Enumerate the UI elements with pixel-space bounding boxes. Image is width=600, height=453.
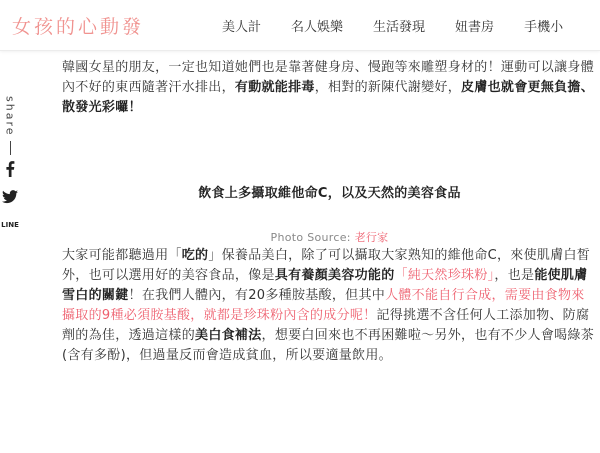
paragraph-2-highlight-amino: 人體不能自行合成，需要由食物來攝取的9種必須胺基酸，就都是珍珠粉內含的成分呢！	[62, 288, 585, 323]
share-bar	[0, 96, 20, 245]
nav-item-mobile[interactable]: 手機小	[524, 20, 564, 35]
article-paragraph-2	[62, 246, 597, 366]
paragraph-1-text-b: ，相對的新陳代謝變好，	[314, 80, 462, 95]
paragraph-2-highlight-diet: 美白食補法	[195, 328, 262, 343]
paragraph-2-text-a: 大家可能都聽過用「	[62, 248, 182, 263]
facebook-icon[interactable]	[2, 161, 18, 177]
paragraph-2-highlight-key: 能使肌膚雪白的關鍵	[62, 268, 588, 303]
nav-item-bookroom[interactable]: 妞書房	[455, 20, 495, 35]
photo-source-label: Photo Source:	[270, 231, 355, 244]
nav-item-entertainment[interactable]: 名人娛樂	[291, 20, 344, 35]
paragraph-2-text-f: ，想要白回來也不再困難啦～另外，也有不少人會喝綠茶(含有多酚)，但過量反而會造成貧血，所以要適量飲用。	[62, 328, 595, 363]
article-body	[62, 58, 597, 363]
paragraph-2-text-c: ，也是	[494, 268, 535, 283]
site-header	[0, 0, 600, 51]
site-logo[interactable]: 女孩的心動發	[12, 16, 145, 38]
line-icon[interactable]	[2, 217, 18, 233]
twitter-icon[interactable]	[2, 189, 18, 205]
paragraph-1-highlight-detox: 有動就能排毒	[234, 80, 315, 95]
paragraph-2-text-d: ！在我們人體內，有20多種胺基酸，但其中	[128, 288, 386, 303]
paragraph-2-highlight-eat: 吃的	[181, 248, 209, 263]
article-paragraph-1	[62, 58, 597, 118]
nav-item-beauty[interactable]: 美人計	[222, 20, 262, 35]
section-heading: 飲食上多攝取維他命C，以及天然的美容食品	[198, 186, 461, 201]
share-label: share	[3, 96, 17, 137]
photo-source-link[interactable]: 老行家	[354, 231, 389, 244]
main-nav	[222, 16, 593, 35]
line-icon-label: LINE	[1, 220, 19, 229]
paragraph-2-text-e: 記得挑選不含任何人工添加物、防腐劑的為佳，透過這樣的	[62, 308, 590, 343]
paragraph-2-highlight-beauty: 具有養顏美容功能的	[274, 268, 395, 283]
paragraph-1-highlight-skin: 皮膚也就會更無負擔、散發光彩囉！	[62, 80, 595, 115]
share-divider	[10, 141, 11, 155]
paragraph-1-text-a: 韓國女星的朋友，一定也知道她們也是靠著健身房、慢跑等來雕塑身材的！運動可以讓身體內不好的東西隨著汗水排出，	[62, 60, 595, 95]
paragraph-2-text-b: 」保養品美白，除了可以攝取大家熟知的維他命C，來使肌膚白皙外，也可以選用好的美容食品，像是	[62, 248, 591, 283]
paragraph-2-highlight-pearl: 「純天然珍珠粉」	[394, 268, 495, 283]
photo-source	[62, 228, 597, 248]
nav-item-life[interactable]: 生活發現	[373, 20, 426, 35]
